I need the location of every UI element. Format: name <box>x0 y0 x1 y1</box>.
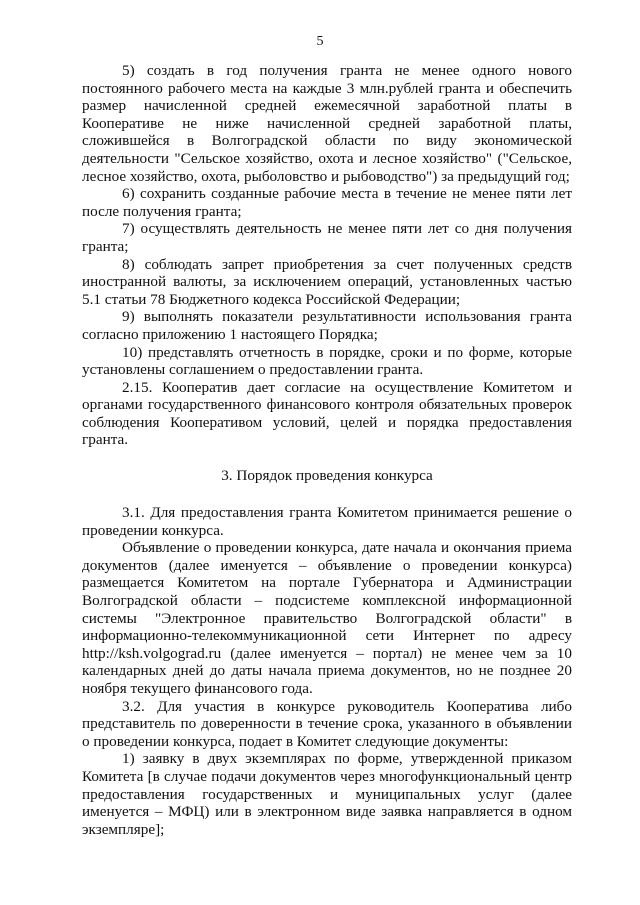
page-number: 5 <box>316 34 324 49</box>
paragraph-2-15: 2.15. Кооператив дает согласие на осуществление Комитетом и органами государственного финансового контроля обязательных проверок соблюдения Кооперативом условий, целей и порядка предоставления гранта. <box>82 378 572 449</box>
paragraph-announcement: Объявление о проведении конкурса, дате начала и окончания приема документов (далее именуется – объявление о проведении конкурса) размещается Комитетом на портале Губернатора и Администрации Волгоградской области – подсистеме комплексной информационной системы "Электронное правительство Волгоградской области" в информационно-телекоммуникационной сети Интернет по адресу http://ksh.volgograd.ru (далее именуется – портал) не менее чем за 10 календарных дней до даты начала приема документов, но не позднее 20 ноября текущего финансового года. <box>82 539 572 697</box>
document-body <box>82 62 572 838</box>
section-heading: 3. Порядок проведения конкурса <box>221 467 433 485</box>
paragraph-item-8: 8) соблюдать запрет приобретения за счет полученных средств иностранной валюты, за исключением операций, установленных частью 5.1 статьи 78 Бюджетного кодекса Российской Федерации; <box>82 255 572 308</box>
paragraph-doc-item-1: 1) заявку в двух экземплярах по форме, утвержденной приказом Комитета [в случае подачи документов через многофункциональный центр предоставления государственных и муниципальных услуг (далее именуется – МФЦ) или в электронном виде заявка направляется в одном экземпляре]; <box>82 750 572 838</box>
paragraph-item-6: 6) сохранить созданные рабочие места в течение не менее пяти лет после получения гранта; <box>82 185 572 220</box>
paragraph-item-7: 7) осуществлять деятельность не менее пяти лет со дня получения гранта; <box>82 220 572 255</box>
paragraph-item-9: 9) выполнять показатели результативности использования гранта согласно приложению 1 настоящего Порядка; <box>82 308 572 343</box>
paragraph-3-2: 3.2. Для участия в конкурсе руководитель Кооператива либо представитель по доверенности в течение срока, указанного в объявлении о проведении конкурса, подает в Комитет следующие документы: <box>82 697 572 750</box>
paragraph-item-5: 5) создать в год получения гранта не менее одного нового постоянного рабочего места на каждые 3 млн.рублей гранта и обеспечить размер начисленной средней ежемесячной заработной платы в Кооперативе не ниже начисленной средней заработной платы, сложившейся в Волгоградской области по виду экономической деятельности "Сельское хозяйство, охота и лесное хозяйство" ("Сельское, лесное хозяйство, охота, рыболовство и рыбоводство") за предыдущий год; <box>82 62 572 185</box>
paragraph-3-1: 3.1. Для предоставления гранта Комитетом принимается решение о проведении конкурса. <box>82 504 572 539</box>
paragraph-item-10: 10) представлять отчетность в порядке, сроки и по форме, которые установлены соглашением о предоставлении гранта. <box>82 343 572 379</box>
